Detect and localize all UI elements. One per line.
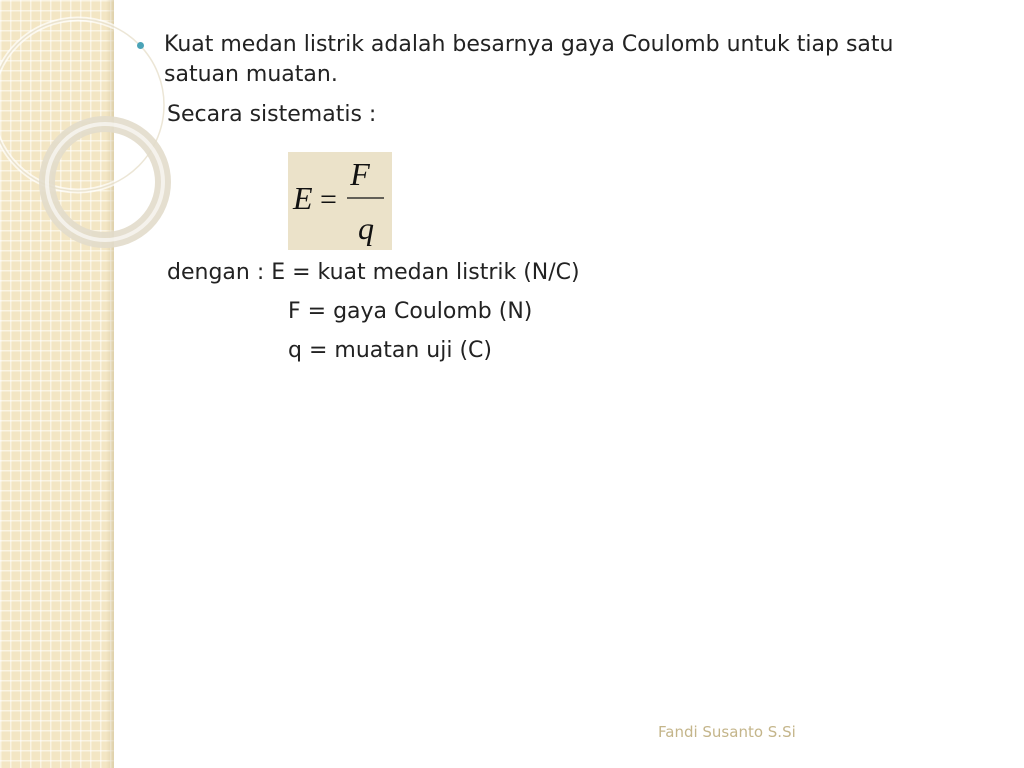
definition-line: dengan : E = kuat medan listrik (N/C) — [167, 260, 580, 285]
bullet-icon — [137, 42, 144, 49]
intro-label: Secara sistematis : — [167, 102, 377, 127]
definition-line: q = muatan uji (C) — [288, 338, 492, 363]
formula-denominator: q — [358, 210, 374, 246]
bullet-text: Kuat medan listrik adalah besarnya gaya Coulomb untuk tiap satu satuan muatan. — [164, 32, 894, 87]
formula-image — [288, 152, 392, 250]
formula-lhs: E — [293, 180, 313, 216]
formula-equals: = — [320, 183, 337, 216]
definition-line: F = gaya Coulomb (N) — [288, 299, 533, 324]
footer-author: Fandi Susanto S.Si — [658, 723, 796, 741]
formula-numerator: F — [350, 156, 370, 192]
